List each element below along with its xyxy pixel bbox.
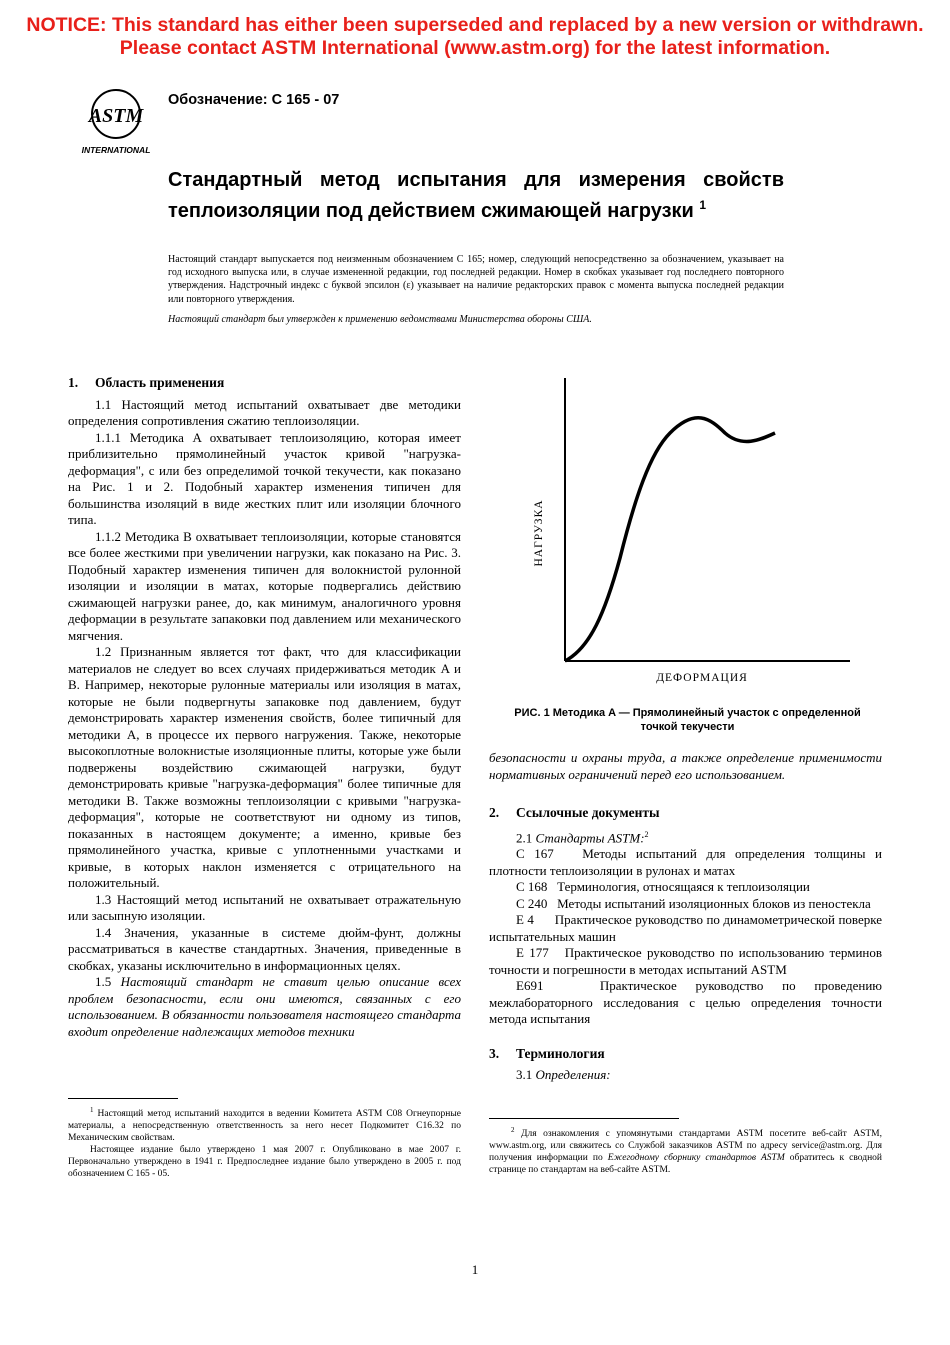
notice-line-1: NOTICE: This standard has either been superseded and replaced by a new version or withdrawn. xyxy=(26,14,924,36)
footnote-1-text-1: Настоящий метод испытаний находится в ведении Комитета ASTM C08 Огнеупорные материалы, а непосредственную ответственность за него несет Подкомитет C16.32 по Механическим свойствам. xyxy=(68,1109,461,1144)
paragraph-1-5 xyxy=(68,974,461,1040)
footnote-rule xyxy=(489,1118,679,1119)
reference-text: Методы испытаний для определения толщины и плотности теплоизоляции в рулонах и матах xyxy=(489,846,883,878)
footnote-2-text-a: Для ознакомления с упомянутыми стандартами ASTM посетите веб-сайт ASTM, www.astm.org, или свяжитесь со Службой заказчиков ASTM по адресу service@astm.org. Для получения информации по xyxy=(489,1129,883,1164)
paragraph-1-5-text: Настоящий стандарт не ставит целью описание всех проблем безопасности, если они имеются, связанных с его использованием. В обязанности пользователя настоящего стандарта входит определение надлежащих методов техники xyxy=(68,974,461,1039)
reference-item xyxy=(489,879,882,896)
section-1-title: Область применения xyxy=(95,375,225,390)
paragraph-2-1-footnote-mark: 2 xyxy=(644,829,649,839)
document-title xyxy=(168,168,784,224)
astm-logo-icon xyxy=(76,86,158,156)
reference-code: E 177 xyxy=(516,945,549,961)
designation: Обозначение: C 165 - 07 xyxy=(168,92,340,108)
paragraph-1-3: 1.3 Настоящий метод испытаний не охватывает отражательную или засыпную изоляции. xyxy=(68,891,461,923)
reference-text: Практическое руководство по динамометрической поверке испытательных машин xyxy=(489,912,883,944)
x-axis-label: ДЕФОРМАЦИЯ xyxy=(656,672,748,684)
section-1-number: 1. xyxy=(68,375,79,390)
paragraph-1-5-number: 1.5 xyxy=(95,974,112,989)
reference-item xyxy=(489,846,882,879)
notice-banner xyxy=(0,14,950,60)
section-1-heading xyxy=(68,375,461,392)
paragraph-3-1-number: 3.1 xyxy=(516,1067,533,1083)
paragraph-1-4: 1.4 Значения, указанные в системе дюйм-фунт, должны рассматриваться в качестве стандартных. Значения, приведенные в скобках, указаны исключительно в информационных целях. xyxy=(68,924,461,973)
reference-item xyxy=(489,978,882,1028)
reference-code: C 167 xyxy=(516,846,554,862)
reference-item xyxy=(489,912,882,945)
notice-line-2: Please contact ASTM International (www.astm.org) for the latest information. xyxy=(119,37,831,59)
footnote-1-para-1 xyxy=(68,1104,461,1144)
footnote-1 xyxy=(68,1098,461,1180)
footnote-2-para xyxy=(489,1124,882,1176)
reference-text: Практическое руководство по проведению межлабораторного исследования с целью определения точности метода испытания xyxy=(489,978,882,1027)
reference-text: Практическое руководство по использованию терминов точности и погрешности в методах испытаний ASTM xyxy=(489,945,882,977)
intro-note: Настоящий стандарт выпускается под неизменным обозначением C 165; номер, следующий непосредственно за обозначением, указывает на год исходного выпуска или, в случае измененной редакции, год последней редакции. Номер в скобках указывает год последнего повторного утверждения. Надстрочный индекс с буквой эпсилон (ε) указывает на наличие редакторских правок с момента выпуска последней редакции или повторного утверждения. xyxy=(168,254,784,305)
section-3-number: 3. xyxy=(489,1045,500,1061)
reference-code: E691 xyxy=(516,978,544,994)
section-3-title: Терминология xyxy=(516,1045,605,1061)
paragraph-2-1-text: Стандарты ASTM: xyxy=(535,829,645,845)
y-axis-label: НАГРУЗКА xyxy=(533,499,545,567)
paragraph-2-1-number: 2.1 xyxy=(516,829,533,845)
load-deformation-curve xyxy=(520,378,850,688)
title-text: Стандартный метод испытания для измерения свойств теплоизоляции под действием сжимающей нагрузки xyxy=(168,169,784,222)
footnote-rule xyxy=(68,1098,178,1099)
section-3-heading xyxy=(489,1046,882,1063)
figure-1 xyxy=(520,378,850,688)
paragraph-2-1 xyxy=(489,827,882,847)
paragraph-1-1-2: 1.1.2 Методика B охватывает теплоизоляции, которые становятся все более жесткими при увеличении нагрузки, как показано на Рис. 3. Подобный характер изменения типичен для волокнистой рулонной изоляции и изоляции в матах, которые подвергались действию сжимающей нагрузки ранее, до, как минимум, аналогичного уровня деформации в результате запаковки под давлением или механического мягчения. xyxy=(68,528,461,643)
left-column xyxy=(68,375,461,1040)
logo-text: ASTM xyxy=(88,105,144,127)
reference-text: Методы испытаний изоляционных блоков из пеностекла xyxy=(557,895,871,911)
paragraph-3-1-text: Определения: xyxy=(535,1067,611,1083)
reference-code: C 168 xyxy=(516,879,548,895)
footnote-1-para-2: Настоящее издание было утверждено 1 мая 2007 г. Опубликовано в мае 2007 г. Первоначально утверждено в 1941 г. Предпоследнее издание было утверждено в 2005 г. под обозначением C 165 - 05. xyxy=(68,1145,461,1180)
footnote-2-mark: 2 xyxy=(511,1126,515,1134)
astm-logo xyxy=(76,86,158,156)
footnote-2-text-italic: Ежегодному сборнику стандартов ASTM xyxy=(607,1153,785,1164)
page-number: 1 xyxy=(471,1262,479,1277)
reference-code: E 4 xyxy=(516,912,534,928)
paragraph-1-1-1: 1.1.1 Методика A охватывает теплоизоляцию, которая имеет приблизительно прямолинейный участок кривой "нагрузка-деформация", с или без определимой точкой текучести, как показано на Рис. 1 и 2. Подобный характер изменения типичен для большинства изоляций в виде жестких плит или изоляции блочного типа. xyxy=(68,429,461,527)
title-footnote-mark: 1 xyxy=(699,198,707,212)
intro-approval-note: Настоящий стандарт был утвержден к применению ведомствами Министерства обороны США. xyxy=(168,314,592,325)
paragraph-1-2: 1.2 Признанным является тот факт, что для классификации материалов не следует во всех случаях придерживаться методик A и B. Например, некоторые рулонные материалы или изоляция в матах, которые не были подвергнуты запаковке под давлением, будут демонстрировать характер изменения свойств, более типичный для методики A, в процессе их первого нагружения. Также, некоторые высокоплотные волокнистые изоляционные плиты, которые уже были подвержены воздействию сжимающей нагрузки, будут демонстрировать кривые "нагрузка-деформация" более типичные для методики B. Также возможны теплоизоляции с кривыми "нагрузка-деформация", которые не соответствуют ни одному из типов, показанных в настоящем документе; а именно, кривые без прямолинейного участка, кривые с уплотненными участками и кривые, в которых наклон изменяется с отрицательного на положительный. xyxy=(68,644,461,890)
reference-code: C 240 xyxy=(516,895,548,911)
paragraph-1-1: 1.1 Настоящий метод испытаний охватывает две методики определения сопротивления сжатию теплоизоляции. xyxy=(68,396,461,428)
footnote-2-text-b: обратитесь к сводной странице по стандартам на веб-сайте ASTM. xyxy=(489,1153,883,1176)
right-column xyxy=(489,750,882,1084)
paragraph-1-5-continued: безопасности и охраны труда, а также определение применимости нормативных ограничений перед его использованием. xyxy=(489,750,882,782)
footnote-2 xyxy=(489,1118,882,1176)
reference-item xyxy=(489,896,882,913)
curve-line xyxy=(565,418,775,661)
reference-text: Терминология, относящаяся к теплоизоляции xyxy=(557,879,810,895)
figure-1-caption: РИС. 1 Методика A — Прямолинейный участок с определенной точкой текучести xyxy=(514,707,861,733)
section-2-heading xyxy=(489,805,882,822)
reference-item xyxy=(489,945,882,978)
paragraph-3-1 xyxy=(489,1067,882,1084)
footnote-1-mark: 1 xyxy=(90,1106,94,1114)
section-2-number: 2. xyxy=(489,805,500,820)
logo-subtext: INTERNATIONAL xyxy=(81,145,151,155)
section-2-title: Ссылочные документы xyxy=(516,805,660,820)
